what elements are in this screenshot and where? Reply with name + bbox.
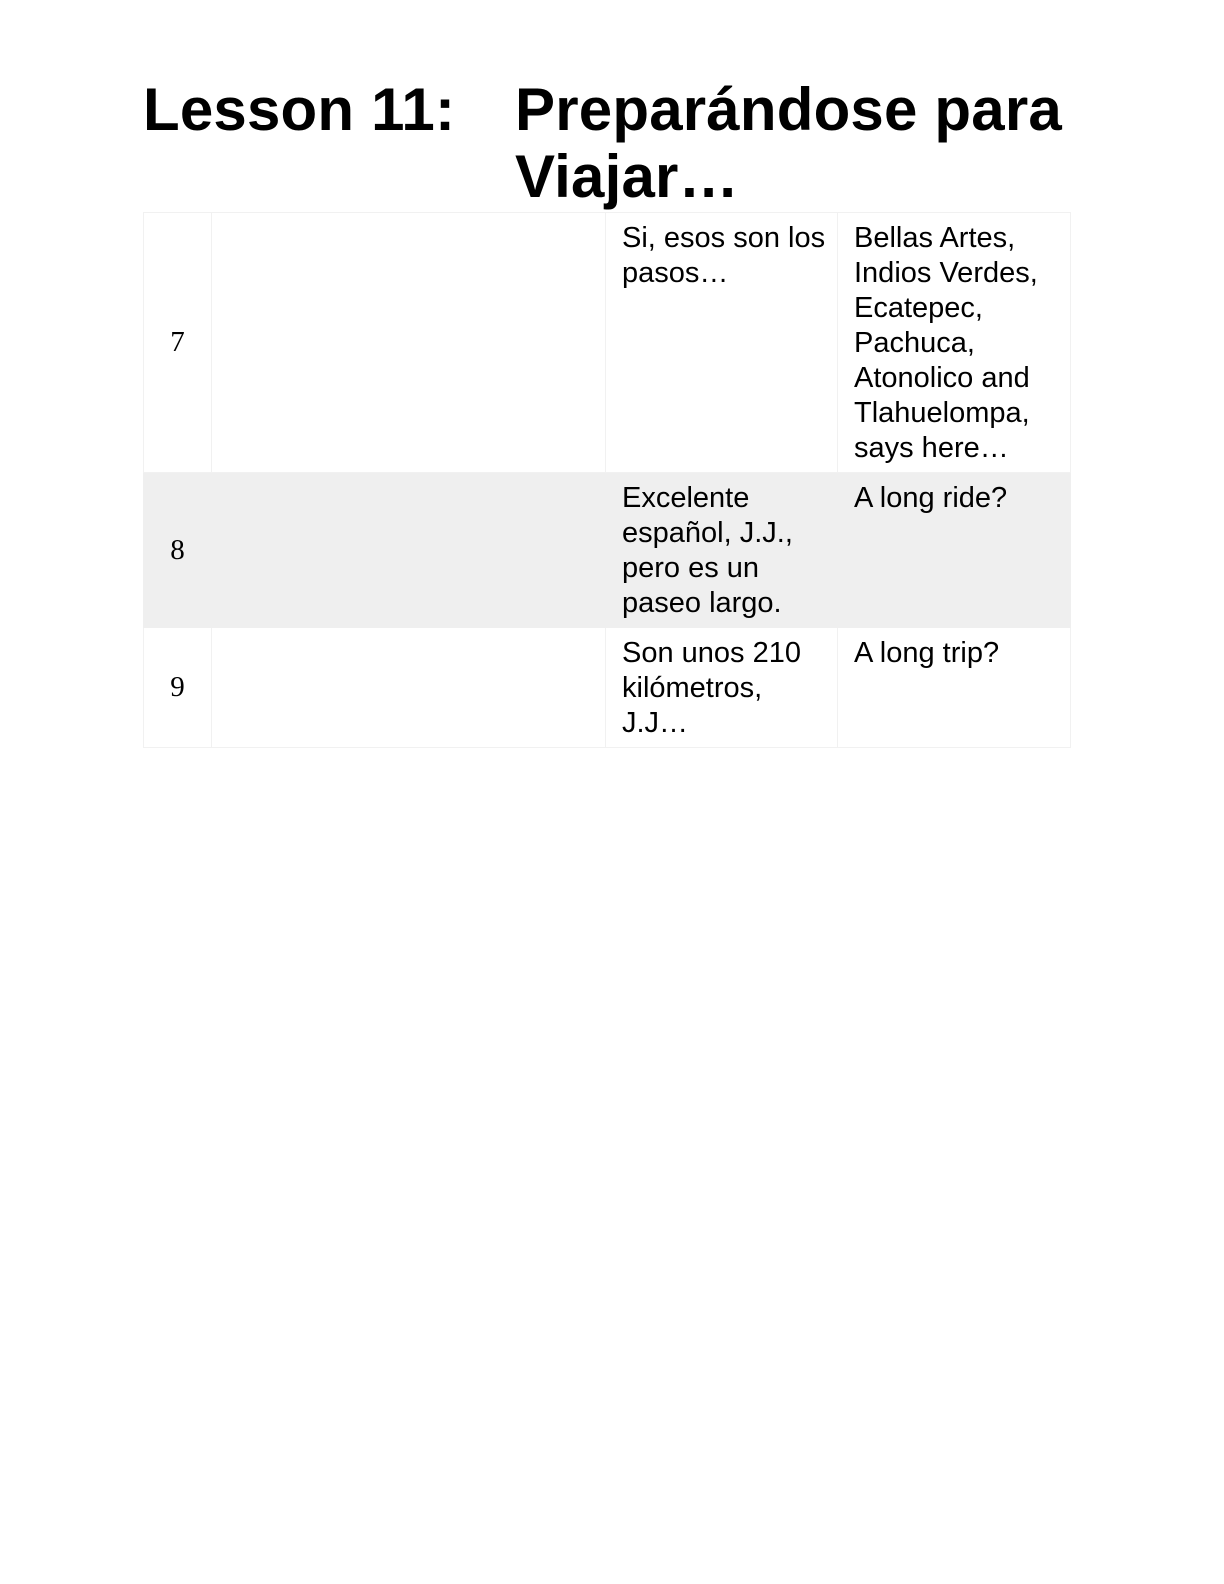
english-line: A long ride? — [838, 473, 1071, 628]
lesson-topic: Preparándose para Viajar… — [515, 76, 1062, 210]
blank-cell — [212, 473, 606, 628]
lesson-number: Lesson 11: — [143, 76, 456, 143]
dialogue-table — [143, 212, 1071, 748]
line-number: 7 — [144, 213, 212, 473]
blank-cell — [212, 213, 606, 473]
line-number: 8 — [144, 473, 212, 628]
line-number: 9 — [144, 628, 212, 748]
blank-cell — [212, 628, 606, 748]
table-row — [144, 213, 1071, 473]
table-row — [144, 473, 1071, 628]
english-line: A long trip? — [838, 628, 1071, 748]
english-line: Bellas Artes, Indios Verdes, Ecatepec, Pachuca, Atonolico and Tlahuelompa, says here… — [838, 213, 1071, 473]
table-row — [144, 628, 1071, 748]
spanish-line: Son unos 210 kilómetros, J.J… — [606, 628, 838, 748]
spanish-line: Si, esos son los pasos… — [606, 213, 838, 473]
spanish-line: Excelente español, J.J., pero es un paseo largo. — [606, 473, 838, 628]
